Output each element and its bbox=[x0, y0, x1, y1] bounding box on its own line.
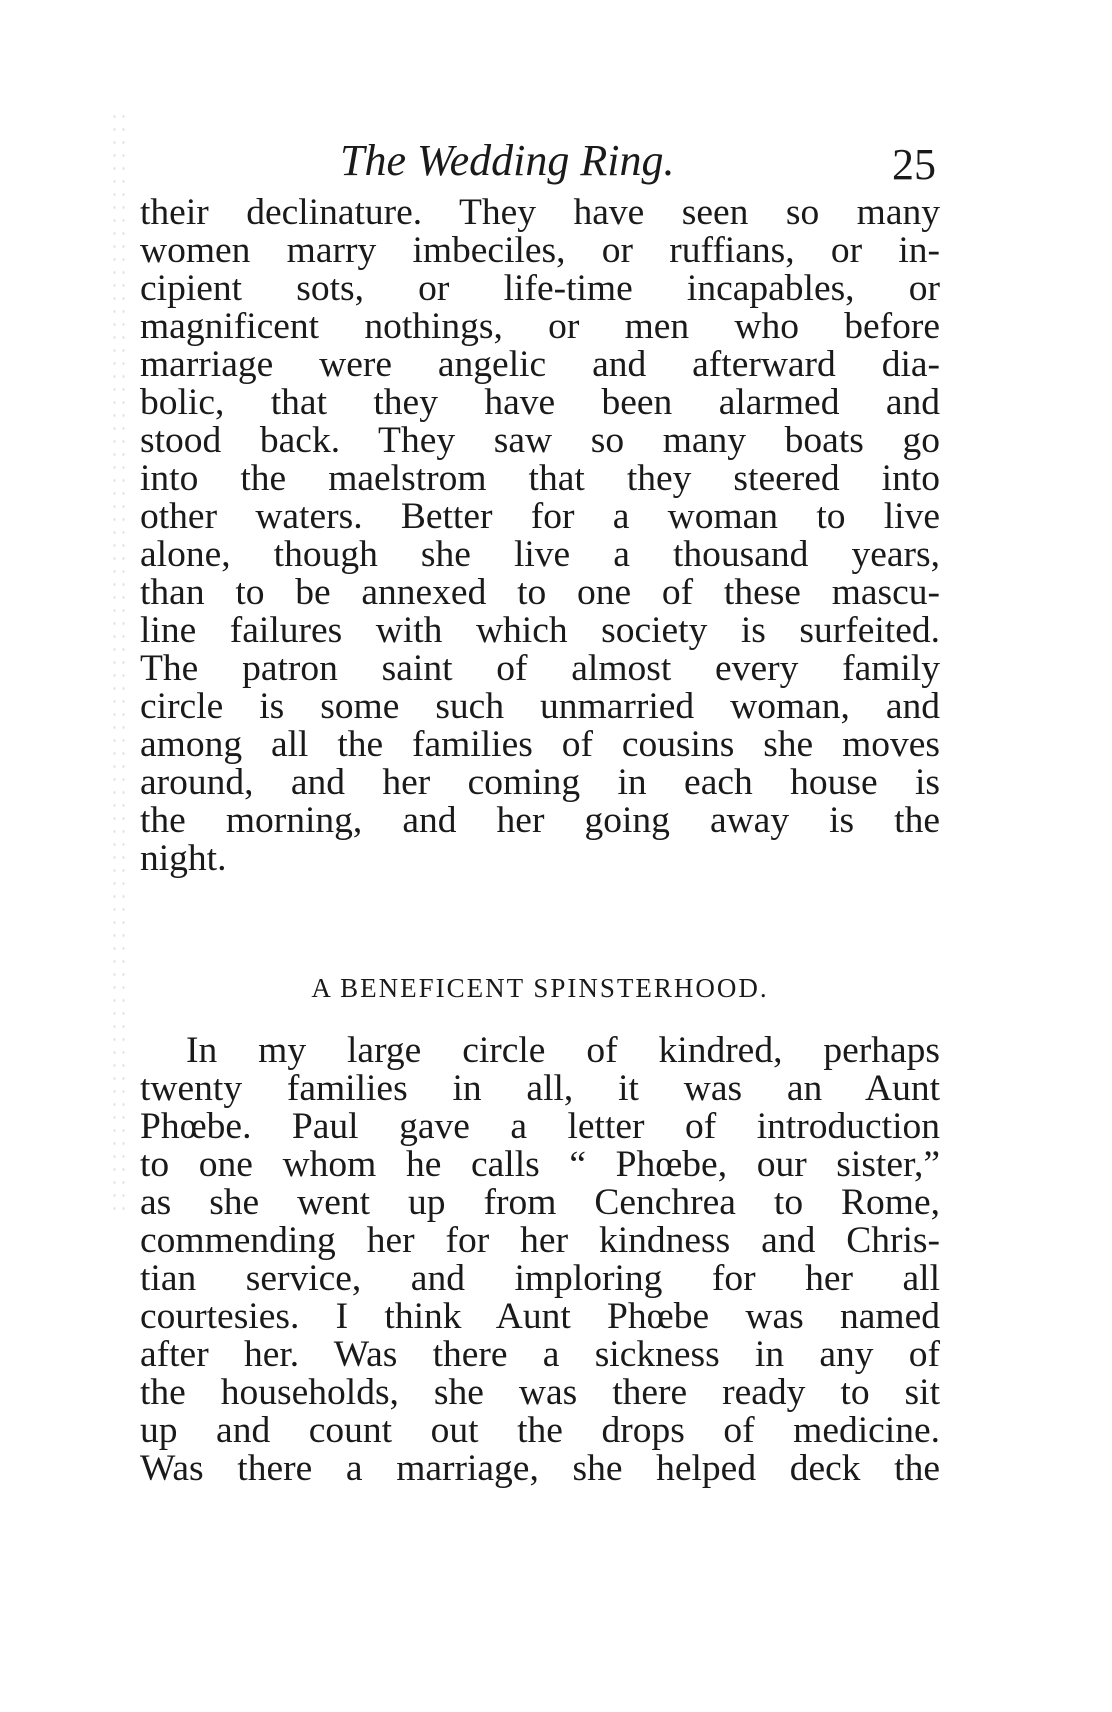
section-heading: A BENEFICENT SPINSTERHOOD. bbox=[311, 973, 769, 1003]
text-line: Phœbe. Paul gave a letter of introduction bbox=[140, 1106, 940, 1147]
text-line: among all the families of cousins she moves bbox=[140, 724, 940, 765]
text-line: into the maelstrom that they steered into bbox=[140, 458, 940, 499]
text-line: the households, she was there ready to sit bbox=[140, 1372, 940, 1413]
running-title: The Wedding Ring. bbox=[340, 136, 675, 185]
running-head bbox=[140, 134, 940, 188]
text-line: night. bbox=[140, 838, 227, 879]
text-line: as she went up from Cenchrea to Rome, bbox=[140, 1182, 940, 1223]
text-line: circle is some such unmarried woman, and bbox=[140, 686, 940, 727]
text-line: other waters. Better for a woman to live bbox=[140, 496, 940, 537]
text-line: cipient sots, or life-time incapables, or bbox=[140, 268, 940, 309]
text-line: around, and her coming in each house is bbox=[140, 762, 940, 803]
text-line: magnificent nothings, or men who before bbox=[140, 306, 940, 347]
text-line: up and count out the drops of medicine. bbox=[140, 1410, 940, 1451]
text-line: their declinature. They have seen so many bbox=[140, 192, 940, 233]
text-line: commending her for her kindness and Chris- bbox=[140, 1220, 940, 1261]
text-line: courtesies. I think Aunt Phœbe was named bbox=[140, 1296, 940, 1337]
text-line: stood back. They saw so many boats go bbox=[140, 420, 940, 461]
text-line: the morning, and her going away is the bbox=[140, 800, 940, 841]
page-number: 25 bbox=[892, 140, 936, 189]
text-line: In my large circle of kindred, perhaps bbox=[186, 1030, 940, 1071]
gutter-specks bbox=[110, 110, 130, 1210]
text-line: marriage were angelic and afterward dia- bbox=[140, 344, 940, 385]
text-line: twenty families in all, it was an Aunt bbox=[140, 1068, 940, 1109]
text-line: to one whom he calls “ Phœbe, our sister,” bbox=[140, 1144, 940, 1185]
text-line: tian service, and imploring for her all bbox=[140, 1258, 940, 1299]
text-line: after her. Was there a sickness in any of bbox=[140, 1334, 940, 1375]
text-line: bolic, that they have been alarmed and bbox=[140, 382, 940, 423]
text-line: line failures with which society is surfeited. bbox=[140, 610, 940, 651]
text-line: alone, though she live a thousand years, bbox=[140, 534, 940, 575]
text-line: The patron saint of almost every family bbox=[140, 648, 940, 689]
text-line: Was there a marriage, she helped deck the bbox=[140, 1448, 940, 1489]
text-line: women marry imbeciles, or ruffians, or in- bbox=[140, 230, 940, 271]
text-line: than to be annexed to one of these mascu- bbox=[140, 572, 940, 613]
